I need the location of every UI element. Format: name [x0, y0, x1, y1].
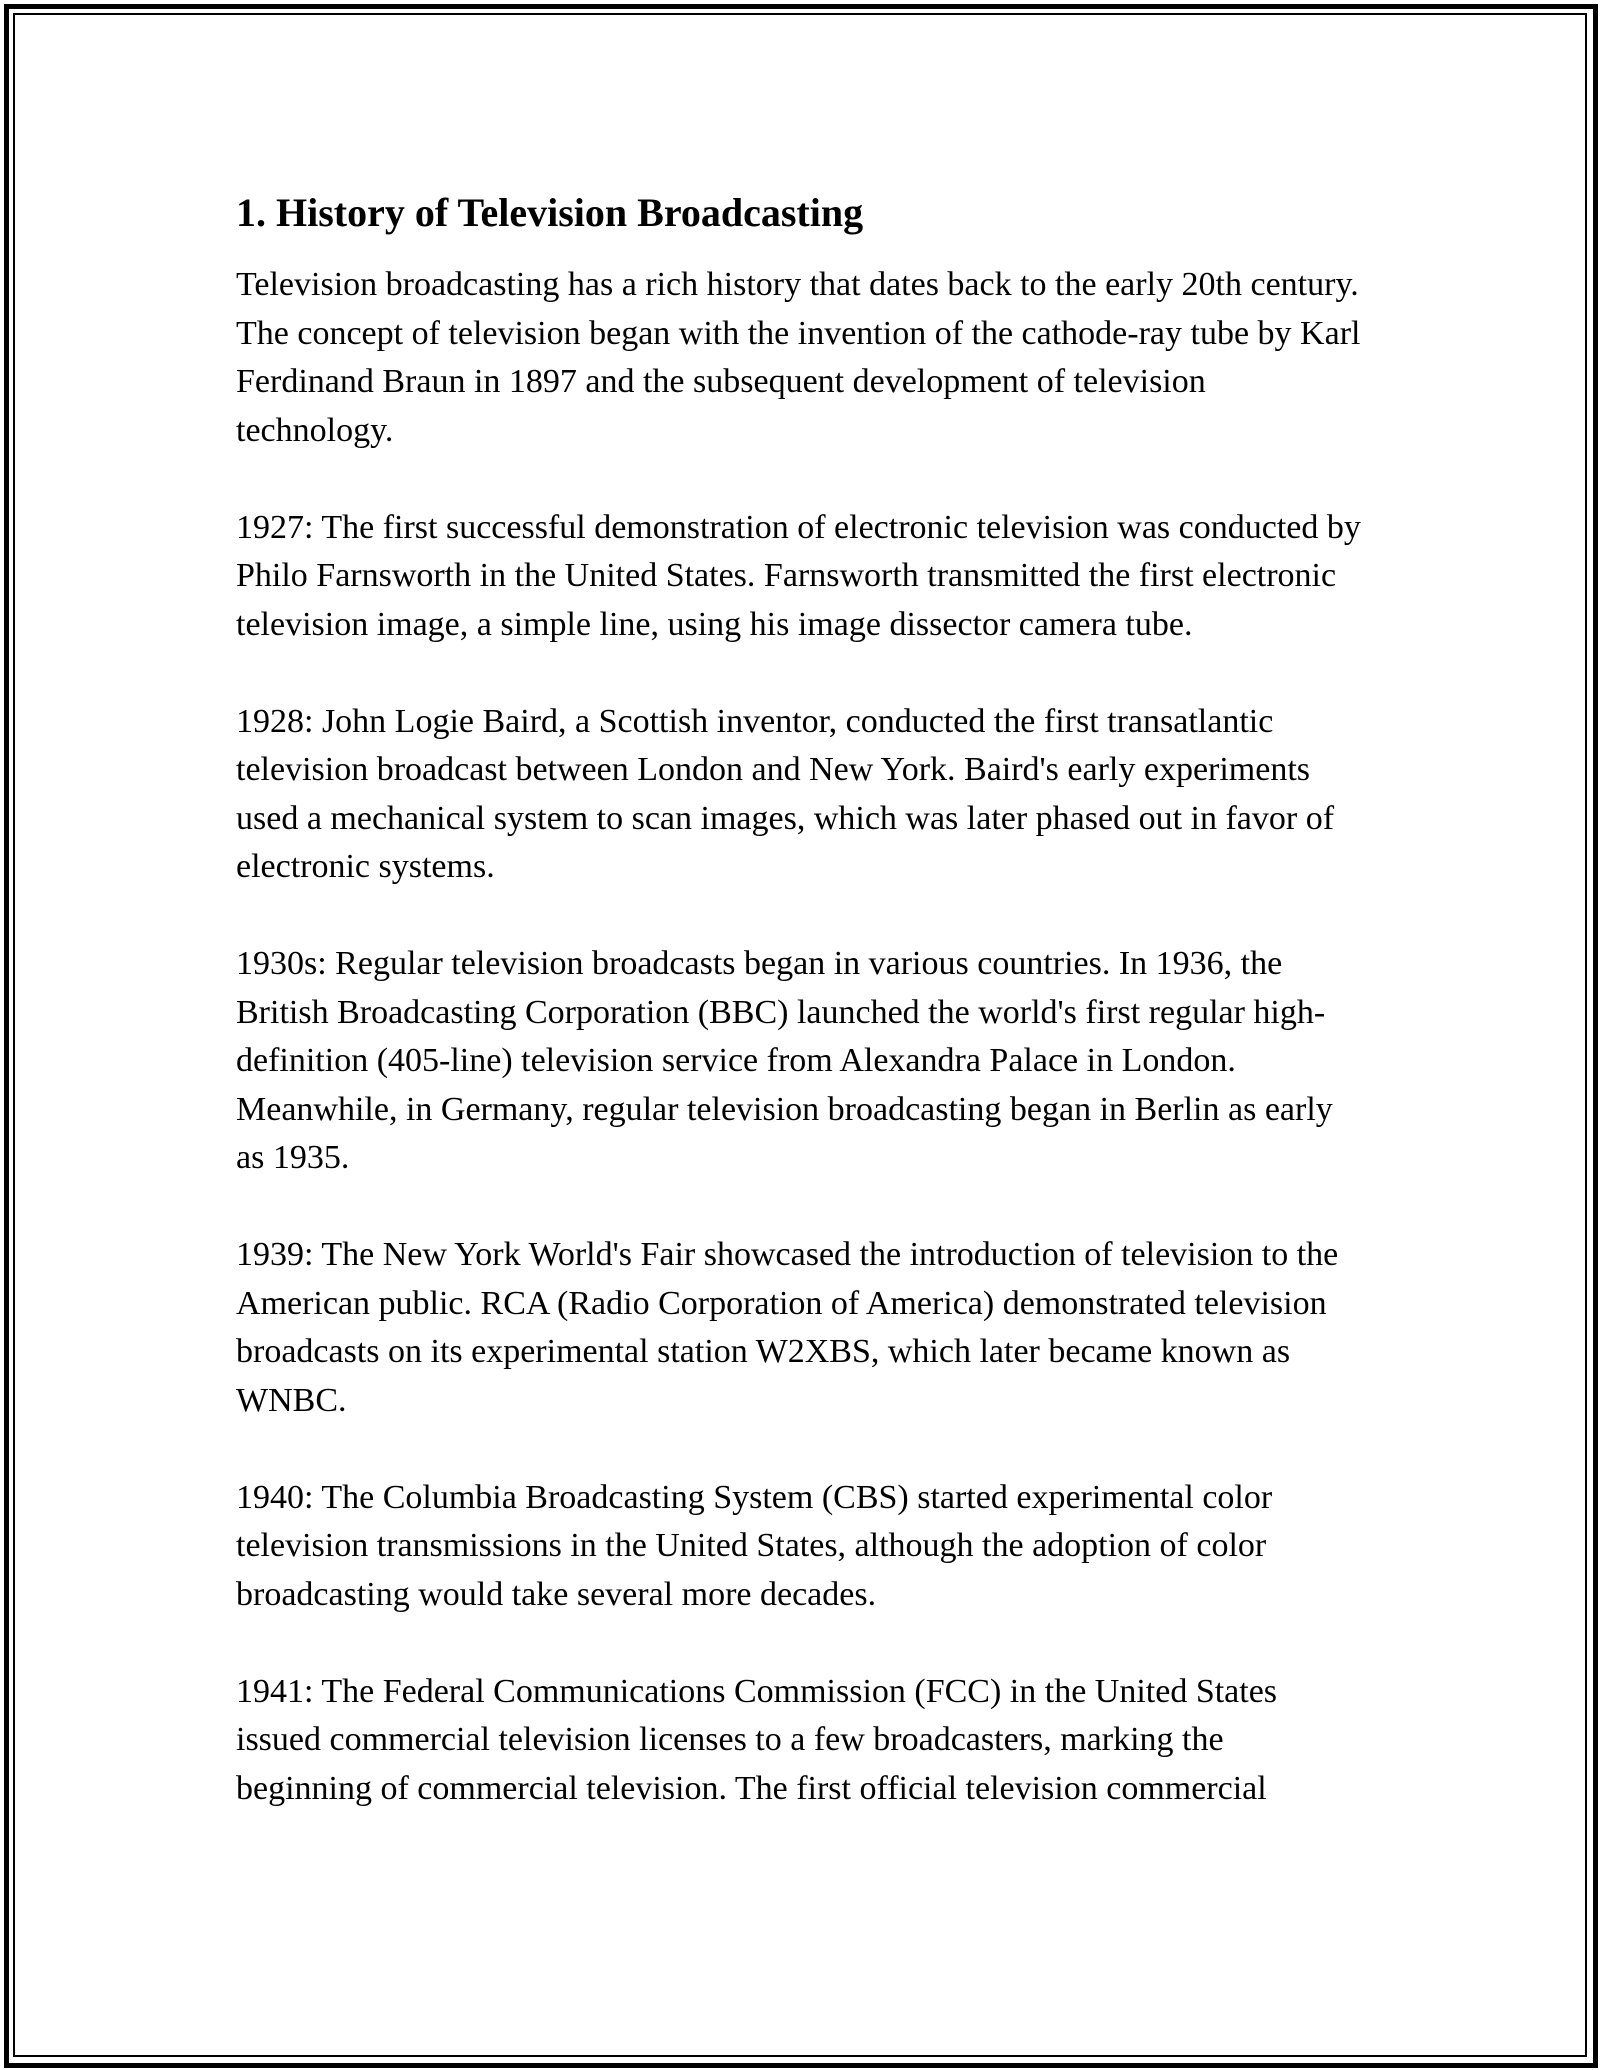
document-body	[236, 185, 1366, 1862]
paragraph-1927: 1927: The first successful demonstration of electronic television was conducted by Philo Farnsworth in the United States. Farnsworth transmitted the first electronic television image, a simple line, using his image dissector camera tube.	[236, 508, 1361, 643]
paragraph-1939: 1939: The New York World's Fair showcased the introduction of television to the American public. RCA (Radio Corporation of America) demonstrated television broadcasts on its experimental station W2XBS, which later became known as WNBC.	[236, 1236, 1339, 1419]
paragraph-1941: 1941: The Federal Communications Commission (FCC) in the United States issued commercial television licenses to a few broadcasters, marking the beginning of commercial television. The first official television commercial	[236, 1672, 1278, 1807]
paragraph-intro: Television broadcasting has a rich history that dates back to the early 20th century. The concept of television began with the invention of the cathode-ray tube by Karl Ferdinand Braun in 1897 and the subsequent development of television technology.	[236, 266, 1361, 449]
section-heading: 1. History of Television Broadcasting	[236, 190, 864, 235]
paragraph-1928: 1928: John Logie Baird, a Scottish inventor, conducted the first transatlantic television broadcast between London and New York. Baird's early experiments used a mechanical system to scan images, which was later phased out in favor of electronic systems.	[236, 702, 1335, 885]
paragraph-1940: 1940: The Columbia Broadcasting System (CBS) started experimental color television transmissions in the United States, although the adoption of color broadcasting would take several more decades.	[236, 1478, 1273, 1613]
paragraph-1930s: 1930s: Regular television broadcasts began in various countries. In 1936, the British Broadcasting Corporation (BBC) launched the world's first regular high-definition (405-line) television service from Alexandra Palace in London. Meanwhile, in Germany, regular television broadcasting began in Berlin as early as 1935.	[236, 945, 1333, 1176]
